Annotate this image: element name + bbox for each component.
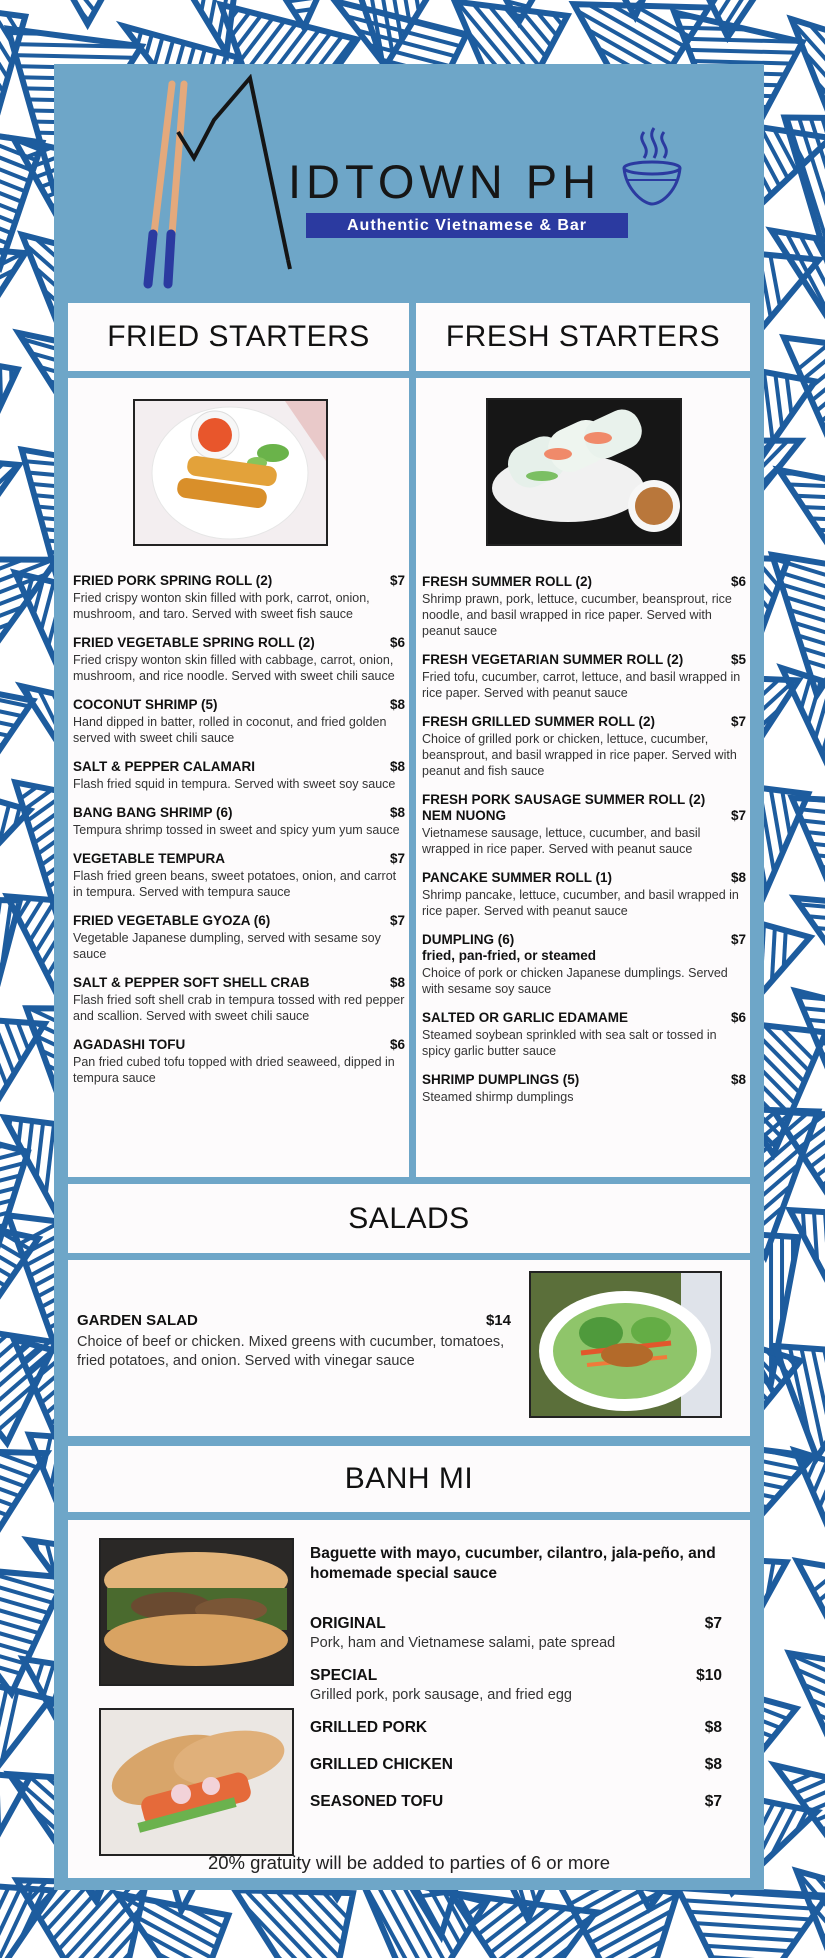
item-description: Shrimp pancake, lettuce, cucumber, and basil wrapped in rice paper. Served with peanut sauce (422, 888, 739, 918)
item-price: $7 (389, 913, 405, 928)
item-name: GRILLED CHICKEN (310, 1756, 453, 1773)
item-description: Pan fried cubed tofu topped with dried seaweed, dipped in tempura sauce (73, 1055, 395, 1085)
summer-rolls-photo (486, 398, 682, 546)
fresh-item (422, 1072, 746, 1105)
item-subtitle: fried, pan-fried, or steamed (422, 948, 597, 963)
item-name: FRESH PORK SAUSAGE SUMMER ROLL (2) (422, 792, 706, 807)
salad-item-garden (77, 1312, 511, 1371)
item-header-line-2 (422, 808, 746, 824)
item-name: SHRIMP DUMPLINGS (5) (422, 1072, 580, 1087)
item-description: Choice of pork or chicken Japanese dumplings. Served with sesame soy sauce (422, 966, 728, 996)
item-price: $7 (704, 1615, 722, 1632)
item-header (310, 1755, 722, 1774)
item-price: $6 (389, 1037, 405, 1052)
item-header (310, 1718, 722, 1737)
item-name: SALT & PEPPER CALAMARI (73, 759, 256, 774)
banh-mi-item (310, 1718, 722, 1737)
fresh-item (422, 870, 746, 919)
salad-name: GARDEN SALAD (77, 1312, 198, 1329)
item-name: DUMPLING (6) (422, 932, 515, 947)
item-name: SEASONED TOFU (310, 1793, 444, 1810)
item-header (73, 573, 405, 589)
item-description: Vegetable Japanese dumpling, served with sesame soy sauce (73, 931, 381, 961)
fresh-item (422, 932, 746, 997)
fried-item (73, 851, 405, 900)
salad-desc: Choice of beef or chicken. Mixed greens with cucumber, tomatoes, fried potatoes, and onion. Served with vinegar sauce (77, 1334, 505, 1369)
item-name: SALTED OR GARLIC EDAMAME (422, 1010, 628, 1025)
item-price: $8 (389, 975, 405, 990)
fried-item (73, 635, 405, 684)
salad-price: $14 (485, 1312, 511, 1329)
item-header (73, 697, 405, 713)
item-description: Hand dipped in batter, rolled in coconut, and fried golden served with sweet chili sauce (73, 715, 387, 745)
item-price: $7 (730, 714, 746, 729)
item-price: $8 (389, 805, 405, 820)
item-description: Flash fried green beans, sweet potatoes, onion, and carrot in tempura. Served with tempura sauce (73, 869, 397, 899)
item-header (310, 1792, 722, 1811)
banh-mi-item (310, 1755, 722, 1774)
fresh-item (422, 792, 746, 857)
fried-starters-title: FRIED STARTERS (68, 303, 409, 371)
fried-starters-list (73, 573, 405, 1099)
item-price: $7 (704, 1793, 722, 1810)
item-description: Steamed shirmp dumplings (422, 1090, 574, 1104)
item-name: FRESH GRILLED SUMMER ROLL (2) (422, 714, 656, 729)
item-name-line-2: NEM NUONG (422, 808, 506, 823)
item-description: Vietnamese sausage, lettuce, cucumber, and basil wrapped in rice paper. Served with peanut sauce (422, 826, 701, 856)
item-header (422, 652, 746, 668)
fried-item (73, 913, 405, 962)
banh-mi-list (310, 1614, 722, 1829)
item-name: SALT & PEPPER SOFT SHELL CRAB (73, 975, 310, 990)
chopsticks-logo-icon (138, 74, 298, 294)
item-price: $7 (730, 932, 746, 947)
item-name: AGADASHI TOFU (73, 1037, 186, 1052)
item-price: $7 (730, 808, 746, 823)
item-description: Shrimp prawn, pork, lettuce, cucumber, beansprout, rice noodle, and basil wrapped in rice paper. Served with peanut sauce (422, 592, 732, 638)
item-name: COCONUT SHRIMP (5) (73, 697, 218, 712)
banh-mi-photo-2 (99, 1708, 294, 1856)
banh-mi-title: BANH MI (68, 1446, 750, 1512)
fried-item (73, 1037, 405, 1086)
item-header (422, 1010, 746, 1026)
item-description: Pork, ham and Vietnamese salami, pate spread (310, 1635, 616, 1651)
spring-rolls-photo (133, 399, 328, 546)
item-header (73, 759, 405, 775)
item-name: FRIED PORK SPRING ROLL (2) (73, 573, 273, 588)
fresh-item (422, 1010, 746, 1059)
item-price: $7 (389, 573, 405, 588)
item-name: VEGETABLE TEMPURA (73, 851, 226, 866)
banh-mi-photo-1 (99, 1538, 294, 1686)
item-name: FRESH VEGETARIAN SUMMER ROLL (2) (422, 652, 684, 667)
item-name: FRIED VEGETABLE GYOZA (6) (73, 913, 271, 928)
item-header (422, 870, 746, 886)
garden-salad-photo (529, 1271, 722, 1418)
gratuity-note: 20% gratuity will be added to parties of 6 or more (207, 1852, 611, 1873)
item-header (422, 1072, 746, 1088)
item-price: $8 (730, 870, 746, 885)
item-name: GRILLED PORK (310, 1719, 428, 1736)
item-description: Fried crispy wonton skin filled with pork, carrot, onion, mushroom, and taro. Served with sweet fish sauce (73, 591, 370, 621)
item-name: ORIGINAL (310, 1615, 386, 1632)
pho-bowl-icon (616, 124, 686, 210)
banh-mi-item (310, 1792, 722, 1811)
item-header (73, 635, 405, 651)
salads-title: SALADS (68, 1184, 750, 1253)
item-header (422, 932, 746, 948)
item-header (422, 574, 746, 590)
item-price: $7 (389, 851, 405, 866)
fried-item (73, 759, 405, 792)
item-price: $8 (389, 697, 405, 712)
item-description: Fried tofu, cucumber, carrot, lettuce, and basil wrapped in rice paper. Served with peanut sauce (422, 670, 741, 700)
item-description: Flash fried squid in tempura. Served with sweet soy sauce (73, 777, 396, 791)
item-price: $8 (704, 1719, 722, 1736)
item-header (73, 913, 405, 929)
item-price: $6 (389, 635, 405, 650)
item-description: Tempura shrimp tossed in sweet and spicy yum yum sauce (73, 823, 400, 837)
fresh-item (422, 652, 746, 701)
item-price: $6 (730, 574, 746, 589)
item-header (73, 975, 405, 991)
item-price: $6 (730, 1010, 746, 1025)
tagline: Authentic Vietnamese & Bar (306, 213, 628, 238)
item-price: $8 (730, 1072, 746, 1087)
banh-mi-item (310, 1666, 722, 1704)
item-name: FRESH SUMMER ROLL (2) (422, 574, 593, 589)
item-name: PANCAKE SUMMER ROLL (1) (422, 870, 613, 885)
fried-item (73, 697, 405, 746)
item-description: Choice of grilled pork or chicken, lettuce, cucumber, beansprout, and basil wrapped in rice paper. Served with peanut and fish sauce (422, 732, 737, 778)
fresh-starters-title: FRESH STARTERS (416, 303, 750, 371)
fried-item (73, 975, 405, 1024)
item-description: Fried crispy wonton skin filled with cabbage, carrot, onion, mushroom, and rice noodle. Served with sweet chili sauce (73, 653, 395, 683)
item-name: FRIED VEGETABLE SPRING ROLL (2) (73, 635, 315, 650)
fried-item (73, 573, 405, 622)
item-price: $8 (389, 759, 405, 774)
item-header (310, 1666, 722, 1685)
fried-item (73, 805, 405, 838)
banh-mi-intro: Baguette with mayo, cucumber, cilantro, jala-peño, and homemade special sauce (310, 1545, 716, 1582)
item-price: $5 (730, 652, 746, 667)
item-header (422, 714, 746, 730)
item-description: Steamed soybean sprinkled with sea salt or tossed in spicy garlic butter sauce (422, 1028, 717, 1058)
item-description: Grilled pork, pork sausage, and fried egg (310, 1687, 572, 1703)
fresh-item (422, 714, 746, 779)
item-name: SPECIAL (310, 1667, 378, 1684)
item-header (73, 1037, 405, 1053)
item-header (310, 1614, 722, 1633)
item-description: Flash fried soft shell crab in tempura tossed with red pepper and scallion. Served with sweet chili sauce (73, 993, 405, 1023)
fresh-item (422, 574, 746, 639)
item-header (73, 805, 405, 821)
item-name: BANG BANG SHRIMP (6) (73, 805, 233, 820)
fresh-starters-list (422, 574, 746, 1118)
item-price: $10 (696, 1667, 722, 1684)
item-header (422, 792, 746, 808)
banh-mi-item (310, 1614, 722, 1652)
restaurant-name: IDTOWN PH (288, 155, 602, 208)
item-price: $8 (704, 1756, 722, 1773)
item-header (73, 851, 405, 867)
